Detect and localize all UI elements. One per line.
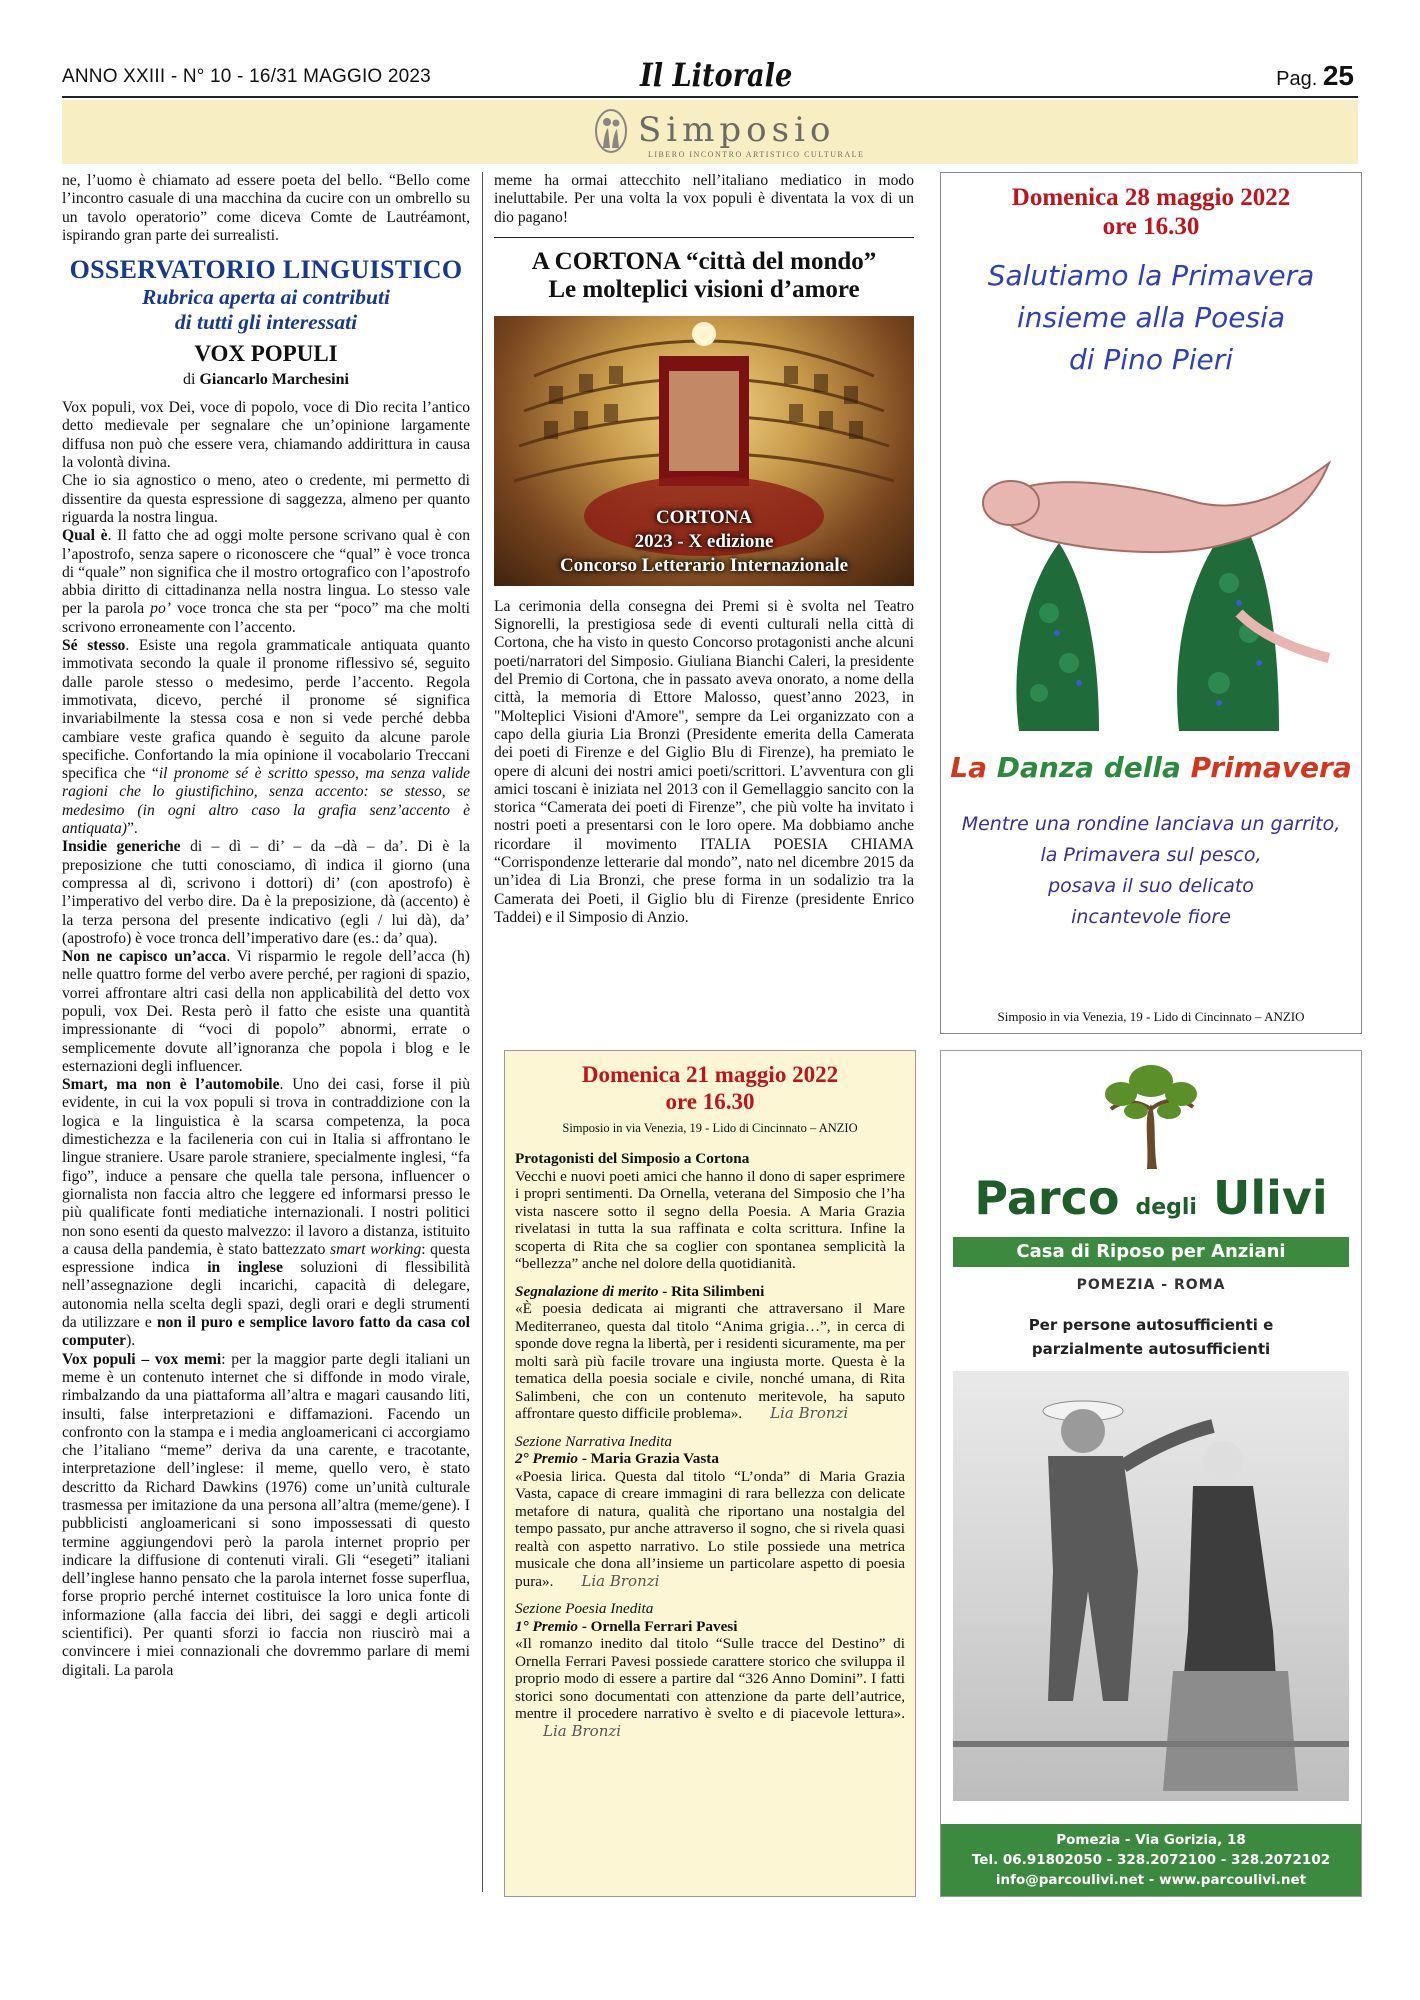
intro-text: ne, l’uomo è chiamato ad essere poeta del bello. “Bello come l’incontro casuale di una macchina da cucire con un ombrello su un tavolo operatorio” come diceva Comte de Lautréamont, ispirando gran parte dei surrealisti.: [62, 172, 470, 244]
section-text: «È poesia dedicata ai migranti che attraversano il Mare Mediterraneo, questa dal titolo “Anima grigia…”, in cerca di sponde dove regna la libertà, per i residenti sicuramente, ma per molti sarà più facile trovare una ingiusta morte. Questa è la tematica della poesia sociale e civile, nonché umana, di Rita Salimbeni, che con un contenuto meritevole, ha saputo affrontare questo difficile problema».: [515, 1300, 905, 1422]
ad-phone: Tel. 06.91802050 - 328.2072100 - 328.2072102: [971, 1852, 1331, 1868]
ad-tagline-line: parzialmente autosufficienti: [1031, 1340, 1271, 1358]
cortona-headline-1: A CORTONA “città del mondo”: [531, 247, 877, 275]
danza-title-b: Danza della: [987, 751, 1181, 784]
paragraph-strong: in inglese: [207, 1259, 283, 1277]
event-box-21-may: [504, 1050, 916, 1897]
section-category: Sezione Poesia Inedita: [515, 1600, 654, 1617]
ad-title-c: Ulivi: [1212, 1171, 1328, 1225]
verse-line: la Primavera sul pesco,: [1040, 844, 1262, 866]
section-title: Simposio: [638, 110, 836, 150]
prize-name: - Maria Grazia Vasta: [581, 1450, 719, 1467]
event-time: ore 16.30: [1102, 213, 1200, 240]
event-time: ore 16.30: [665, 1089, 755, 1114]
section-name: - Rita Silimbeni: [662, 1282, 765, 1300]
handwritten-title: [941, 255, 1361, 381]
prize-label: 1° Premio: [515, 1617, 579, 1635]
danza-title: [941, 751, 1361, 784]
paragraph-text: : per la maggior parte degli italiani un meme è un contenuto internet che si diffonde in modo virale, rimbalzando da una piattaforma all’altra e magari causando liti, insulti, false interpretazioni e diffamazioni. Facendo un confronto con la stampa e i media angloamericani ci accorgiamo che l’italiano “meme” deriva da una carente, e tracotante, interpretazione dell’inglese: il meme, quello vero, è stato descritto da Richard Dawkins (1976) come un’unità culturale trasmessa per imitazione da una persona all’altra (meme/gene). I pubblicisti angloamericani si sono impossessati di questo termine aggiungendovi però la parola internet proprio per indicare la diffusione di contenuti virali. Gli “esegeti” italiani dell’inglese hanno pensato che la parola internet fosse superflua, forse proprio perché internet costituisce la loro unica fonte di informazione (alla faccia dei libri, dei saggi e degli articoli scientifici). Per quanti sforzi io faccia non riuscirò mai a convincere i miei connazionali che dovremmo parlare di memi digitali. La parola: [62, 1350, 470, 1679]
spring-verse: [941, 809, 1361, 933]
signature: Lia Bronzi: [581, 1571, 660, 1590]
section-subtitle: LIBERO INCONTRO ARTISTICO CULTURALE: [648, 150, 865, 159]
signature: Lia Bronzi: [543, 1721, 622, 1740]
section-text: «Poesia lirica. Questa dal titolo “L’onda” di Maria Grazia Vasta, capace di creare immagini di rara bellezza con delicate metafore di natura, qualità che riportano una nostalgia del tempo passato, pur anche attraverso il sogno, che si rivela quasi realtà con aspetto narrativo. Lo stile possiede una metrica musicale che dona all’insieme un particolare aspetto di poesia pura».: [515, 1467, 905, 1590]
verse-line: Mentre una rondine lanciava un garrito,: [961, 813, 1341, 835]
ad-title-b: degli: [1135, 1195, 1197, 1220]
paragraph-head: Non ne capisco un’acca: [62, 948, 227, 966]
ad-title-a: Parco: [974, 1171, 1120, 1225]
event-box-28-may: [940, 172, 1362, 1034]
column-middle: [494, 172, 914, 927]
caption-line: CORTONA: [655, 506, 753, 528]
olive-tree-icon: [1091, 1059, 1211, 1169]
dancing-couple-photo: [953, 1371, 1349, 1801]
paragraph-text: . Vi risparmio le regole dell’acca (h) nelle quattro forme del verbo avere perché, per ragioni di spazio, vorrei affrontare altri casi della non applicabilità del detto vox populi, vox Dei. Resta però il fatto che esiste una quantità impressionante di “voci di popolo” abnormi, errate o semplicemente dovute all’ignoranza che popola i blog e le esternazioni degli influencer.: [62, 948, 470, 1075]
event-date: Domenica 28 maggio 2022: [1011, 184, 1291, 211]
ad-tagline: [941, 1313, 1361, 1361]
spring-painting: [949, 433, 1353, 731]
paragraph-text: voce tronca che sta per “poco” ma che molti scrivono erroneamente con l’accento.: [62, 600, 470, 636]
verse-line: posava il suo delicato: [1048, 875, 1254, 897]
event-body: [505, 1150, 915, 1740]
byline-prefix: di: [183, 371, 196, 389]
page-number: [1276, 60, 1354, 92]
paragraph-text: ).: [126, 1332, 136, 1350]
parco-ulivi-ad: [940, 1050, 1362, 1897]
event-footer: Simposio in via Venezia, 19 - Lido di Cincinnato – ANZIO: [997, 1009, 1305, 1024]
continuation-text: meme ha ormai attecchito nell’italiano mediatico in modo ineluttabile. Per una volta la vox populi è diventata la vox di un dio pagano!: [494, 172, 914, 226]
paragraph-text: soluzioni di flessibilità nell’assegnazione degli incarichi, capacità di delegare, autonomia nella scelta degli spazi, degli orari e degli strumenti da utilizzare e: [62, 1259, 470, 1332]
event-date: Domenica 21 maggio 2022: [581, 1062, 839, 1087]
paragraph: [62, 1076, 470, 1350]
verse-line: incantevole fiore: [1071, 906, 1231, 928]
article-title: VOX POPULI: [194, 341, 338, 367]
cortona-headline-2: Le molteplici visioni d’amore: [548, 275, 860, 303]
ad-title: [941, 1171, 1361, 1225]
article-body: [62, 399, 470, 1680]
theatre-photo: [494, 316, 914, 586]
paragraph-head: Sé stesso: [62, 637, 126, 655]
byline: [62, 371, 470, 389]
ad-contacts: [941, 1824, 1361, 1896]
paragraph-em: smart working: [330, 1240, 422, 1258]
paragraph-text: : questa espressione indica: [62, 1240, 471, 1277]
hand-line: Salutiamo la Primavera: [987, 259, 1315, 292]
section-category: Sezione Narrativa Inedita: [515, 1432, 672, 1450]
column-divider: [482, 172, 483, 1892]
newspaper-title: Il Litorale: [640, 56, 793, 94]
paragraph-head: Qual è: [62, 527, 108, 545]
paragraph: [62, 838, 470, 948]
rubric-sub-1: Rubrica aperta ai contributi: [142, 285, 390, 310]
column-left: [62, 172, 470, 1680]
couple-image: [953, 1371, 1349, 1801]
paragraph: [62, 637, 470, 838]
caption-line: Concorso Letterario Internazionale: [559, 554, 849, 576]
page-label: Pag.: [1276, 68, 1318, 90]
page-num: 25: [1322, 60, 1354, 91]
paragraph-em: il pronome sé è scritto spesso, ma senza valide ragioni che lo giustifichino, senza accento: se stesso, se medesimo (in ogni altro caso la grafia senz’accento è antiquata): [62, 765, 471, 838]
prize-label: 2° Premio: [515, 1450, 579, 1467]
danza-title-a: La: [950, 751, 987, 784]
danza-title-c: Primavera: [1180, 751, 1352, 784]
divider: [494, 237, 914, 238]
paragraph: [62, 527, 470, 637]
cortona-article: La cerimonia della consegna dei Premi si è svolta nel Teatro Signorelli, la prestigiosa sede di eventi culturali nella città di Cortona, che ha visto in questo Concorso protagonisti anche alcuni poeti/narratori del Simposio. Giuliana Bianchi Caleri, la presidente del Premio di Cortona, che in passato aveva onorato, a nome della città, la memoria di Ettore Malosso, quest’anno 2023, in "Molteplici Visioni d'Amore", sempre da Lei organizzato con a capo della giuria Lia Bronzi (Presidente emerita della Camerata dei poeti di Firenze e del Giglio Blu di Firenze), ha premiato le opere di alcuni dei nostri amici poeti/scrittori. L’avventura con gli amici toscani è iniziata nel 2013 con il Gemellaggio sancito con la storica “Camerata dei poeti di Firenze”, che più volte ha invitato i nostri poeti a presentarsi con le loro opere. Ma dobbiamo anche ricordare il movimento ITALIA POESIA CHIAMA “Corrispondenze letterarie dal mondo”, nato nel dicembre 2015 da un’idea di Lia Bronzi, che prese forma in un sodalizio tra la Camerata dei Poeti, il Giglio blu di Firenze (presidente Enrico Taddei) e il Simposio di Anzio.: [494, 597, 914, 926]
section-text: «Il romanzo inedito dal titolo “Sulle tracce del Destino” di Ornella Ferrari Pavesi possiede carattere storico che sviluppa il proprio modo di essere a partire dal “326 Anno Domini”. I fatti storici sono documentati con attenzione da parte dell’autrice, mentre il procedere narrativo è svelto e di piacevole lettura».: [515, 1635, 905, 1722]
paragraph: Che io sia agnostico o meno, ateo o credente, mi permetto di dissentire da questa espressione di saggezza, almeno per quanto riguarda la nostra lingua.: [62, 472, 470, 526]
ad-city: POMEZIA - ROMA: [1076, 1277, 1226, 1293]
section-heading: Protagonisti del Simposio a Cortona: [515, 1150, 750, 1167]
caption-line: 2023 - X edizione: [634, 530, 774, 552]
paragraph-text: . Uno dei casi, forse il più evidente, in cui la vox populi si trova in contraddizione con la logica e la linguistica è la scarsa competenza, la poca dimestichezza e la facileneria con cui in Italia si affrontano le lingue straniere. Usare parole straniere, specialmente inglesi, “fa figo”, induce a pensare che quella tale persona, influencer o giornalista non faccia altro che leggere ed informarsi presso le più qualificate fonti mediatiche internazionali. I nostri politici non sono esenti da questo malvezzo: il lavoro a distanza, istituito a causa della pandemia, è stato battezzato: [62, 1076, 470, 1258]
paragraph-text: di – dì – di’ – da –dà – da’. Di è la preposizione che tutti conosciamo, dì indica il giorno (una compressa al dì, scrivono i dottori) di’ (con apostrofo) è l’imperativo del verbo dire. Da è la preposizione, dà (accento) è la terza persona del presente indicativo (egli / lui dà), da’ (apostrofo) è voce tronca dell’imperativo dare (es.: da’ qua).: [62, 838, 470, 947]
paragraph-head: Smart, ma non è l’automobile: [62, 1076, 280, 1094]
ad-web: info@parcoulivi.net - www.parcoulivi.net: [995, 1872, 1307, 1888]
hand-line: di Pino Pieri: [1068, 343, 1234, 376]
paragraph-text: ”.: [126, 820, 138, 838]
simposio-logo-icon: [594, 108, 628, 154]
paragraph-head: Insidie generiche: [62, 838, 181, 856]
paragraph-em: po’: [150, 600, 171, 618]
paragraph-text: . Esiste una regola grammaticale antiquata quanto immotivata secondo la quale il pronome riflessivo sé, seguito dalle parole stesso o medesimo, perde l’accento. Regola immotivata, dicevo, perché il pronome sé significa invariabilmente la stessa cosa e non si vede perché debba cambiare veste grafica quando è seguito da alcune parole specifiche. Confortando la mia opinione il vocabolario Treccani specifica che “: [62, 637, 470, 783]
rubric-title: OSSERVATORIO LINGUISTICO: [69, 255, 463, 285]
painting-image: [949, 433, 1353, 731]
byline-author: Giancarlo Marchesini: [199, 371, 349, 389]
paragraph-strong: non il puro e semplice lavoro fatto da casa col computer: [62, 1314, 470, 1350]
signature: Lia Bronzi: [770, 1404, 849, 1422]
rubric-sub-2: di tutti gli interessati: [174, 310, 358, 335]
header-rule: [62, 96, 1358, 98]
event-location: Simposio in via Venezia, 19 - Lido di Cincinnato – ANZIO: [562, 1121, 858, 1135]
ad-band: Casa di Riposo per Anziani: [953, 1237, 1349, 1267]
paragraph: [62, 1351, 470, 1680]
ad-address: Pomezia - Via Gorizia, 18: [1056, 1832, 1246, 1848]
ad-tagline-line: Per persone autosufficienti e: [1028, 1316, 1274, 1334]
paragraph-head: Vox populi – vox memi: [62, 1350, 222, 1368]
paragraph-text: . Il fatto che ad oggi molte persone scrivano qual è con l’apostrofo, senza sapere o riconoscere che “qual” è voce tronca di “quale” non significa che il mostro ortografico con l’apostrofo abbia diritto di cittadinanza nella nostra lingua. Lo stesso vale per la parola: [62, 527, 470, 618]
section-label: Segnalazione di merito: [515, 1282, 659, 1300]
paragraph: Vox populi, vox Dei, voce di popolo, voce di Dio recita l’antico detto medievale per segnalare che un’opinione largamente diffusa non può che essere vera, chiamando addirittura in causa la volontà divina.: [62, 399, 470, 472]
paragraph: [62, 948, 470, 1076]
prize-name: - Ornella Ferrari Pavesi: [581, 1617, 738, 1635]
hand-line: insieme alla Poesia: [1016, 301, 1286, 334]
issue-info: ANNO XXIII - N° 10 - 16/31 MAGGIO 2023: [62, 66, 431, 87]
theatre-caption: [494, 506, 914, 578]
section-text: Vecchi e nuovi poeti amici che hanno il dono di saper esprimere i propri sentimenti. Da Ornella, veterana del Simposio che l’ha vista nascere sotto il segno della Poesia. A Maria Grazia rivelatasi in tutta la sua raffinata e colta scrittura. Infine la scoperta di Rita che sa coglier con spontanea semplicità la “bellezza” anche nel dolore della quotidianità.: [515, 1167, 905, 1272]
